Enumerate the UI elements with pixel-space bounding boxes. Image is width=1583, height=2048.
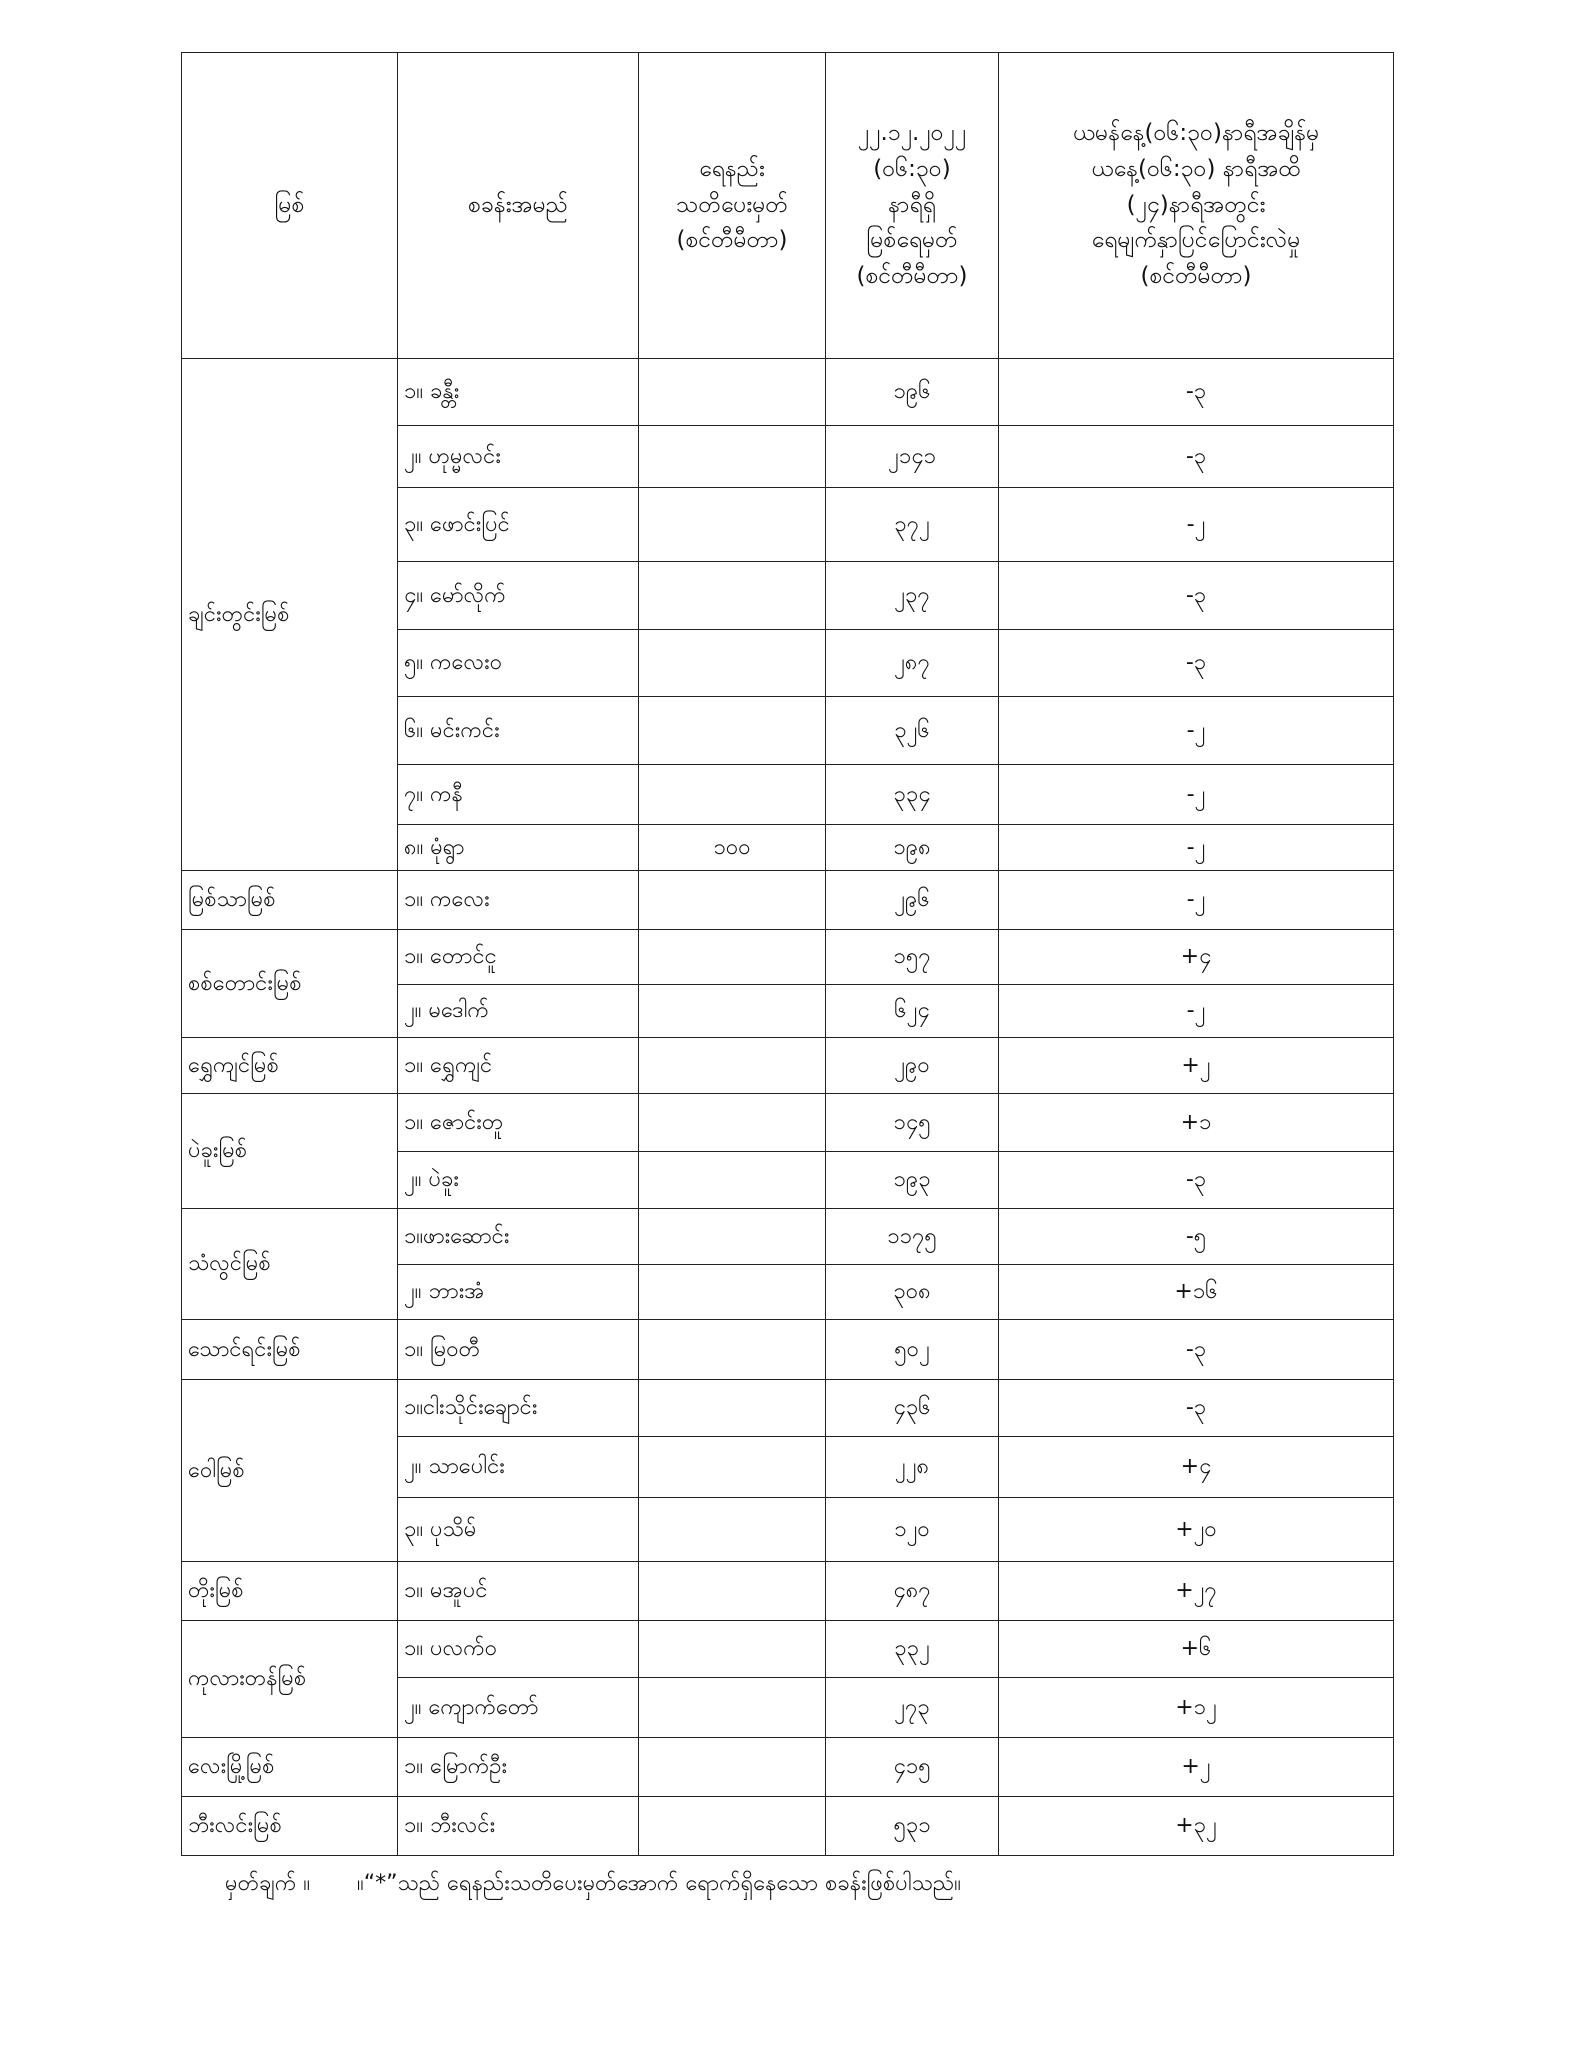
level-change: -၃ xyxy=(999,426,1394,488)
level-change: -၂ xyxy=(999,765,1394,825)
footnote-text: ။“*”သည် ရေနည်းသတိပေးမှတ်အောက် ရောက်ရှိနေသော စခန်းဖြစ်ပါသည်။ xyxy=(357,1871,961,1896)
level-change: -၃ xyxy=(999,1152,1394,1209)
level-change: +၄ xyxy=(999,1437,1394,1498)
water-level: ၁၁၇၅ xyxy=(826,1209,999,1265)
water-level: ၁၉၈ xyxy=(826,825,999,871)
level-change: -၃ xyxy=(999,630,1394,697)
warning-level xyxy=(639,488,826,562)
river-name: ရွှေကျင်မြစ် xyxy=(182,1038,398,1094)
river-name: သောင်ရင်းမြစ် xyxy=(182,1320,398,1380)
warning-level xyxy=(639,630,826,697)
header-warning-level: ရေနည်း သတိပေးမှတ် (စင်တီမီတာ) xyxy=(639,53,826,359)
water-level: ၃၂၆ xyxy=(826,697,999,765)
station-name: ၈။ မုံရွာ xyxy=(398,825,639,871)
table-row xyxy=(182,871,1394,930)
level-change: -၂ xyxy=(999,985,1394,1038)
warning-level xyxy=(639,426,826,488)
level-change: +၂၇ xyxy=(999,1562,1394,1621)
station-name: ၁။ မြဝတီ xyxy=(398,1320,639,1380)
table-row xyxy=(182,1562,1394,1621)
water-level: ၁၉၆ xyxy=(826,359,999,426)
table-row xyxy=(182,1320,1394,1380)
level-change: -၂ xyxy=(999,488,1394,562)
table-row xyxy=(182,1738,1394,1797)
table-row xyxy=(182,1038,1394,1094)
station-name: ၁။ ဇောင်းတူ xyxy=(398,1094,639,1152)
water-level: ၁၉၃ xyxy=(826,1152,999,1209)
water-level-table xyxy=(181,52,1394,1856)
water-level: ၂၁၄၁ xyxy=(826,426,999,488)
station-name: ၁။ ကလေး xyxy=(398,871,639,930)
station-name: ၁။ ပလက်ဝ xyxy=(398,1621,639,1678)
level-change: +၆ xyxy=(999,1621,1394,1678)
level-change: +၄ xyxy=(999,930,1394,985)
warning-level xyxy=(639,985,826,1038)
river-name: မြစ်သာမြစ် xyxy=(182,871,398,930)
water-level: ၁၄၅ xyxy=(826,1094,999,1152)
station-name: ၁။ ရွှေကျင် xyxy=(398,1038,639,1094)
header-water-level: ၂၂.၁၂.၂၀၂၂ (၀၆:၃၀) နာရီရှိ မြစ်ရေမှတ် (စင်တီမီတာ) xyxy=(826,53,999,359)
level-change: -၂ xyxy=(999,825,1394,871)
water-level: ၅၀၂ xyxy=(826,1320,999,1380)
table-row xyxy=(182,1209,1394,1265)
level-change: +၃၂ xyxy=(999,1797,1394,1856)
river-name: ပဲခူးမြစ် xyxy=(182,1094,398,1209)
level-change: +၂ xyxy=(999,1038,1394,1094)
station-name: ၂။ ဘားအံ xyxy=(398,1265,639,1320)
footnote xyxy=(225,1868,1375,1901)
level-change: -၃ xyxy=(999,1320,1394,1380)
warning-level xyxy=(639,765,826,825)
water-level: ၄၃၆ xyxy=(826,1380,999,1437)
level-change: -၃ xyxy=(999,359,1394,426)
station-name: ၂။ ကျောက်တော် xyxy=(398,1678,639,1738)
water-level: ၄၁၅ xyxy=(826,1738,999,1797)
river-name: စစ်တောင်းမြစ် xyxy=(182,930,398,1038)
water-level: ၆၂၄ xyxy=(826,985,999,1038)
footnote-label: မှတ်ချက် ။ xyxy=(225,1871,311,1896)
warning-level xyxy=(639,1320,826,1380)
water-level: ၂၉၆ xyxy=(826,871,999,930)
river-name: တိုးမြစ် xyxy=(182,1562,398,1621)
table-body xyxy=(182,359,1394,1856)
water-level: ၂၉၀ xyxy=(826,1038,999,1094)
warning-level xyxy=(639,1038,826,1094)
station-name: ၁။ တောင်ငူ xyxy=(398,930,639,985)
water-level: ၂၂၈ xyxy=(826,1437,999,1498)
river-name: လေးမြို့မြစ် xyxy=(182,1738,398,1797)
level-change: +၂ xyxy=(999,1738,1394,1797)
water-level: ၃၃၂ xyxy=(826,1621,999,1678)
warning-level xyxy=(639,871,826,930)
warning-level xyxy=(639,930,826,985)
warning-level xyxy=(639,1437,826,1498)
water-level: ၂၇၃ xyxy=(826,1678,999,1738)
header-station: စခန်းအမည် xyxy=(398,53,639,359)
warning-level xyxy=(639,1152,826,1209)
river-name: သံလွင်မြစ် xyxy=(182,1209,398,1320)
level-change: +၁ xyxy=(999,1094,1394,1152)
station-name: ၃။ ဖောင်းပြင် xyxy=(398,488,639,562)
water-level: ၁၂၀ xyxy=(826,1498,999,1562)
level-change: -၅ xyxy=(999,1209,1394,1265)
river-name: ဝေါမြစ် xyxy=(182,1380,398,1562)
water-level: ၃၇၂ xyxy=(826,488,999,562)
warning-level xyxy=(639,1380,826,1437)
warning-level xyxy=(639,1498,826,1562)
level-change: +၁၆ xyxy=(999,1265,1394,1320)
station-name: ၅။ ကလေးဝ xyxy=(398,630,639,697)
warning-level xyxy=(639,1678,826,1738)
station-name: ၂။ ဟုမ္မလင်း xyxy=(398,426,639,488)
warning-level xyxy=(639,697,826,765)
table-row xyxy=(182,1380,1394,1437)
level-change: -၂ xyxy=(999,697,1394,765)
water-level: ၅၃၁ xyxy=(826,1797,999,1856)
level-change: +၂၀ xyxy=(999,1498,1394,1562)
table-row xyxy=(182,930,1394,985)
river-name: ဘီးလင်းမြစ် xyxy=(182,1797,398,1856)
warning-level xyxy=(639,1797,826,1856)
level-change: -၃ xyxy=(999,562,1394,630)
table-header-row xyxy=(182,53,1394,359)
water-level: ၁၅၇ xyxy=(826,930,999,985)
water-level: ၃၃၄ xyxy=(826,765,999,825)
station-name: ၁။ ခန္တီး xyxy=(398,359,639,426)
warning-level xyxy=(639,1209,826,1265)
warning-level xyxy=(639,1094,826,1152)
warning-level xyxy=(639,359,826,426)
table-row xyxy=(182,1797,1394,1856)
warning-level xyxy=(639,1621,826,1678)
level-change: -၂ xyxy=(999,871,1394,930)
station-name: ၁။ ဘီးလင်း xyxy=(398,1797,639,1856)
station-name: ၂။ ပဲခူး xyxy=(398,1152,639,1209)
river-name: ချင်းတွင်းမြစ် xyxy=(182,359,398,871)
water-level: ၂၃၇ xyxy=(826,562,999,630)
station-name: ၁။ မြောက်ဦး xyxy=(398,1738,639,1797)
water-level: ၃၀၈ xyxy=(826,1265,999,1320)
station-name: ၁။ငါးသိုင်းချောင်း xyxy=(398,1380,639,1437)
station-name: ၁။ မအူပင် xyxy=(398,1562,639,1621)
station-name: ၆။ မင်းကင်း xyxy=(398,697,639,765)
water-level: ၂၈၇ xyxy=(826,630,999,697)
table-row xyxy=(182,1621,1394,1678)
header-24h-change: ယမန်နေ့(၀၆:၃၀)နာရီအချိန်မှ ယနေ့(၀၆:၃၀) နာရီအထိ (၂၄)နာရီအတွင်း ရေမျက်နှာပြင်ပြောင်းလဲမှု (စင်တီမီတာ) xyxy=(999,53,1394,359)
table-row xyxy=(182,1094,1394,1152)
station-name: ၂။ သာပေါင်း xyxy=(398,1437,639,1498)
level-change: +၁၂ xyxy=(999,1678,1394,1738)
warning-level xyxy=(639,1738,826,1797)
station-name: ၂။ မဒေါက် xyxy=(398,985,639,1038)
warning-level xyxy=(639,562,826,630)
warning-level xyxy=(639,1265,826,1320)
station-name: ၃။ ပုသိမ် xyxy=(398,1498,639,1562)
header-river: မြစ် xyxy=(182,53,398,359)
river-name: ကုလားတန်မြစ် xyxy=(182,1621,398,1738)
water-level: ၄၈၇ xyxy=(826,1562,999,1621)
table-row xyxy=(182,359,1394,426)
station-name: ၄။ မော်လိုက် xyxy=(398,562,639,630)
level-change: -၃ xyxy=(999,1380,1394,1437)
warning-level xyxy=(639,1562,826,1621)
station-name: ၇။ ကနီ xyxy=(398,765,639,825)
station-name: ၁။ဖားဆောင်း xyxy=(398,1209,639,1265)
warning-level: ၁၀၀ xyxy=(639,825,826,871)
